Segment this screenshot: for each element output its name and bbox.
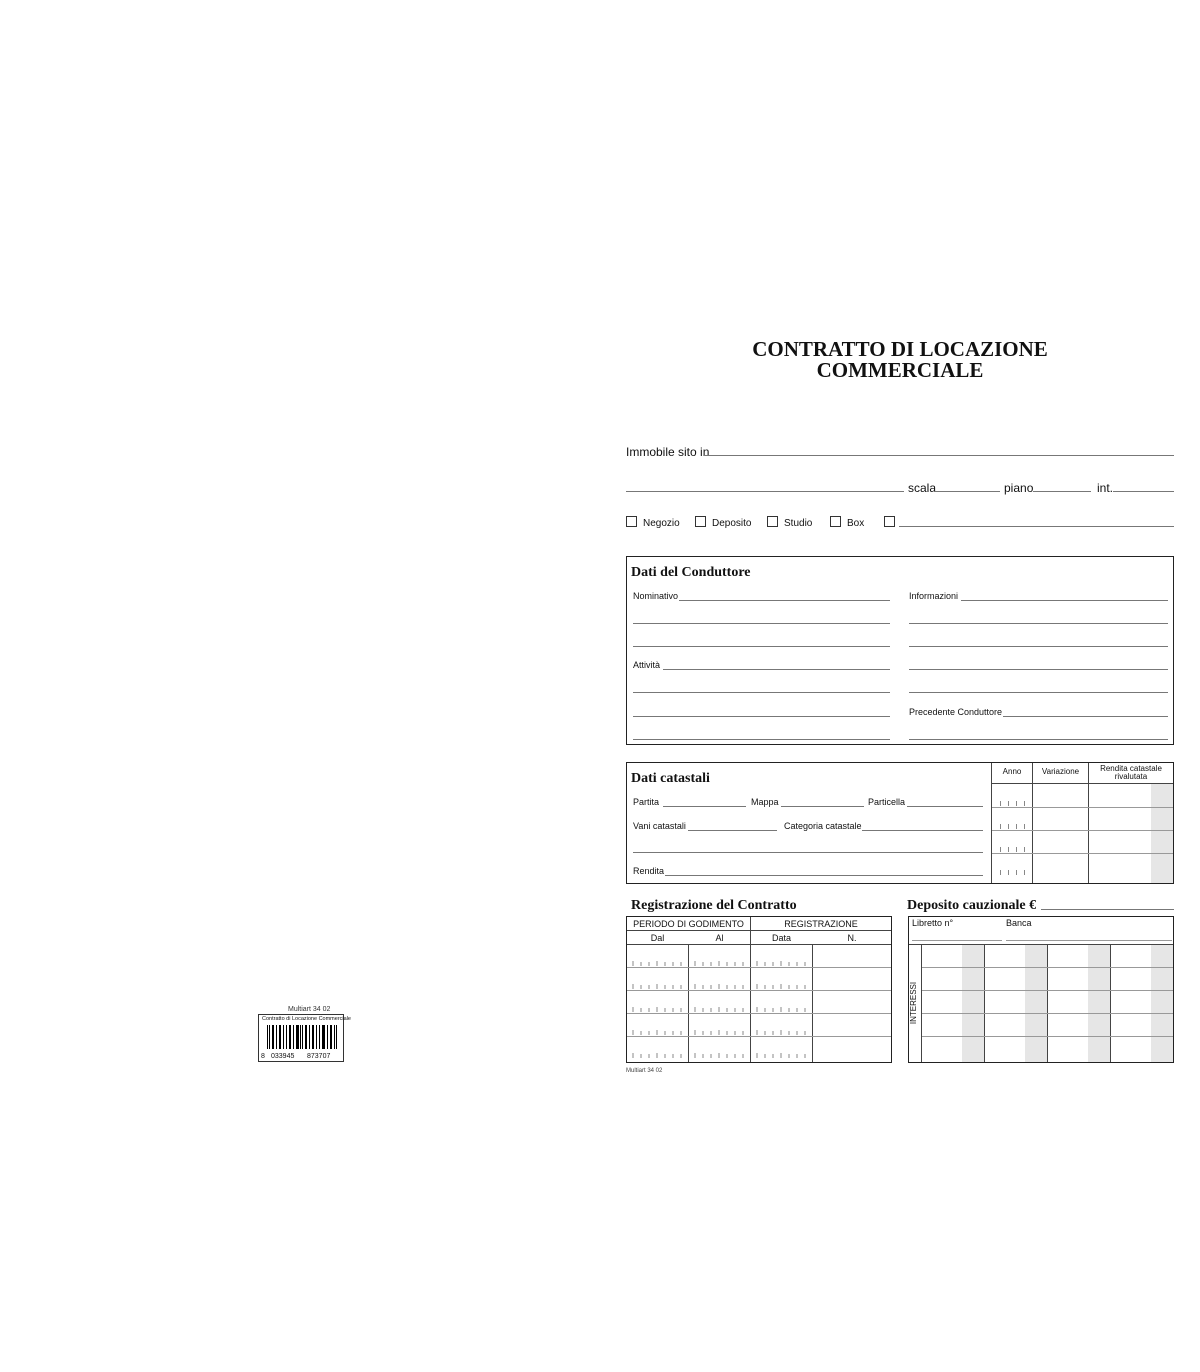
- date-tick-marks: [627, 944, 813, 1062]
- address-line-2-field[interactable]: [626, 491, 904, 492]
- interessi-label: INTERESSI: [909, 981, 918, 1025]
- attivita-field[interactable]: [663, 669, 890, 670]
- col-dal-header: Dal: [650, 933, 665, 943]
- particella-field[interactable]: [907, 806, 983, 807]
- int-label: int.: [1097, 481, 1114, 495]
- deposito-row-rule: [922, 967, 1173, 968]
- anno-tick: [1024, 870, 1025, 875]
- informazioni-field[interactable]: [961, 600, 1168, 601]
- deposito-row-rule: [922, 1036, 1173, 1037]
- anno-tick: [1000, 824, 1001, 829]
- nominativo-line-2[interactable]: [633, 623, 890, 624]
- deposito-row-rule: [922, 1013, 1173, 1014]
- periodo-header: PERIODO DI GODIMENTO: [633, 919, 744, 929]
- barcode-digits-mid: 033945: [271, 1053, 295, 1060]
- scala-label: scala: [908, 481, 937, 495]
- piano-label: piano: [1004, 481, 1034, 495]
- barcode-code-label: Multiart 34 02: [288, 1006, 331, 1013]
- banca-label: Banca: [1006, 918, 1032, 928]
- nominativo-field[interactable]: [679, 600, 890, 601]
- deposito-row-rule: [922, 990, 1173, 991]
- col-n-header: N.: [847, 933, 857, 943]
- libretto-field[interactable]: [912, 940, 1002, 941]
- anno-tick: [1016, 870, 1017, 875]
- anno-tick: [1008, 801, 1009, 806]
- deposito-col-divider: [1047, 944, 1048, 1062]
- categoria-label: Categoria catastale: [784, 821, 862, 831]
- col-variazione-header: Variazione: [1041, 767, 1080, 776]
- deposito-shaded-column: [1151, 945, 1173, 1062]
- informazioni-line-2[interactable]: [909, 623, 1168, 624]
- anno-tick: [1024, 824, 1025, 829]
- form-title-line-1: CONTRATTO DI LOCAZIONE: [752, 337, 1048, 361]
- other-type-checkbox[interactable]: [884, 516, 895, 527]
- precedente-line-2[interactable]: [909, 739, 1168, 740]
- deposito-heading: Deposito cauzionale €: [907, 898, 1037, 913]
- anno-tick: [1000, 801, 1001, 806]
- barcode-product-label: Contratto di Locazione Commerciale: [262, 1016, 351, 1022]
- deposito-amount-field[interactable]: [1041, 909, 1174, 910]
- deposito-shaded-column: [962, 945, 984, 1062]
- attivita-line-4[interactable]: [633, 739, 890, 740]
- catastali-heading: Dati catastali: [631, 771, 710, 786]
- informazioni-line-5[interactable]: [909, 692, 1168, 693]
- attivita-line-2[interactable]: [633, 692, 890, 693]
- conduttore-heading: Dati del Conduttore: [631, 565, 751, 580]
- euro-symbol: €: [1029, 898, 1037, 913]
- deposito-shaded-column: [1088, 945, 1110, 1062]
- particella-label: Particella: [868, 797, 906, 807]
- partita-field[interactable]: [663, 806, 746, 807]
- anno-tick: [1000, 847, 1001, 852]
- nominativo-label: Nominativo: [633, 591, 679, 601]
- mappa-field[interactable]: [781, 806, 864, 807]
- vani-field[interactable]: [688, 830, 777, 831]
- negozio-label: Negozio: [643, 518, 680, 529]
- catastali-extra-line[interactable]: [633, 852, 983, 853]
- nominativo-line-3[interactable]: [633, 646, 890, 647]
- catastali-shaded-column: [1151, 784, 1173, 883]
- form-title-line-2: COMMERCIALE: [816, 358, 984, 382]
- deposito-checkbox[interactable]: [695, 516, 706, 527]
- anno-tick: [1008, 870, 1009, 875]
- immobile-label: Immobile sito in: [626, 445, 710, 459]
- anno-tick: [1016, 801, 1017, 806]
- attivita-label: Attività: [633, 660, 661, 670]
- informazioni-label: Informazioni: [909, 591, 959, 601]
- anno-tick: [1016, 847, 1017, 852]
- rendita-label: Rendita: [633, 866, 665, 876]
- vani-label: Vani catastali: [633, 821, 686, 831]
- barcode-digit-left: 8: [261, 1053, 265, 1060]
- box-label: Box: [847, 518, 865, 529]
- col-anno-header: Anno: [1002, 767, 1022, 776]
- anno-tick: [1008, 847, 1009, 852]
- other-type-field[interactable]: [899, 526, 1174, 527]
- col-al-header: Al: [715, 933, 724, 943]
- deposito-col-divider: [1110, 944, 1111, 1062]
- categoria-field[interactable]: [862, 830, 983, 831]
- anno-tick: [1000, 870, 1001, 875]
- negozio-checkbox[interactable]: [626, 516, 637, 527]
- barcode-digits-right: 873707: [307, 1053, 331, 1060]
- anno-tick: [1024, 801, 1025, 806]
- col-rendita-header: Rendita catastale rivalutata: [1100, 764, 1162, 782]
- deposito-shaded-column: [1025, 945, 1047, 1062]
- anno-tick: [1016, 824, 1017, 829]
- precedente-field[interactable]: [1003, 716, 1168, 717]
- deposito-col-divider: [984, 944, 985, 1062]
- attivita-line-3[interactable]: [633, 716, 890, 717]
- catastali-table-divider: [991, 763, 992, 883]
- catastali-col-divider-1: [1032, 763, 1033, 883]
- scala-field[interactable]: [935, 491, 1000, 492]
- col-data-header: Data: [771, 933, 791, 943]
- studio-checkbox[interactable]: [767, 516, 778, 527]
- anno-tick: [1008, 824, 1009, 829]
- int-field[interactable]: [1113, 491, 1174, 492]
- rendita-field[interactable]: [665, 875, 983, 876]
- catastali-row-rule: [992, 853, 1173, 854]
- catastali-row-rule: [992, 830, 1173, 831]
- precedente-label: Precedente Conduttore: [909, 707, 1003, 717]
- piano-field[interactable]: [1033, 491, 1091, 492]
- registrazione-heading: Registrazione del Contratto: [631, 898, 797, 913]
- informazioni-line-3[interactable]: [909, 646, 1168, 647]
- banca-field[interactable]: [1006, 940, 1172, 941]
- studio-label: Studio: [784, 518, 813, 529]
- catastali-row-rule: [992, 807, 1173, 808]
- deposito-label: Deposito: [712, 518, 752, 529]
- libretto-label: Libretto n°: [912, 918, 954, 928]
- barcode-label: [258, 1014, 351, 1062]
- interessi-divider: [921, 944, 922, 1062]
- registrazione-header: REGISTRAZIONE: [784, 919, 858, 929]
- footer-code: Multiart 34 02: [626, 1068, 663, 1074]
- mappa-label: Mappa: [751, 797, 779, 807]
- reg-header-rule-1: [627, 930, 891, 931]
- box-checkbox[interactable]: [830, 516, 841, 527]
- partita-label: Partita: [633, 797, 660, 807]
- anno-tick: [1024, 847, 1025, 852]
- immobile-field[interactable]: [704, 455, 1174, 456]
- informazioni-line-4[interactable]: [909, 669, 1168, 670]
- catastali-header-rule: [992, 783, 1173, 784]
